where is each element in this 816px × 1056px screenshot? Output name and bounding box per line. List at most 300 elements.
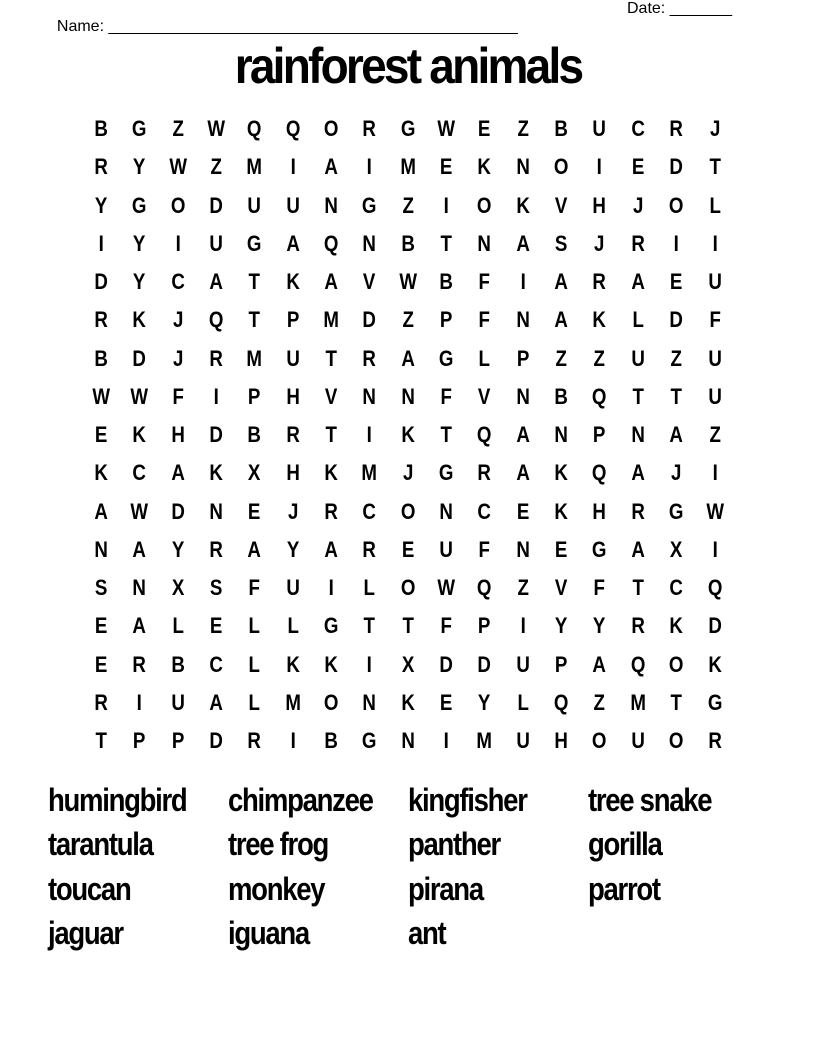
grid-letter: N — [516, 536, 530, 562]
grid-letter: K — [554, 460, 569, 486]
grid-letter: Z — [402, 192, 414, 218]
grid-letter: K — [286, 269, 300, 295]
grid-letter: F — [478, 307, 491, 333]
grid-letter: A — [324, 269, 338, 295]
grid-letter: D — [171, 498, 185, 524]
grid-letter: O — [669, 728, 684, 754]
grid-letter: D — [669, 154, 684, 180]
grid-letter: R — [631, 230, 645, 256]
grid-letter: F — [440, 613, 452, 639]
grid-letter: A — [554, 269, 569, 295]
grid-letter: O — [323, 116, 339, 142]
grid-letter: U — [286, 345, 300, 371]
grid-letter: N — [324, 192, 338, 218]
grid-letter: T — [363, 613, 376, 639]
grid-letter: I — [290, 728, 296, 754]
grid-letter: R — [631, 498, 645, 524]
word-row — [48, 823, 768, 868]
grid-letter: L — [248, 613, 261, 639]
grid-letter: R — [94, 154, 108, 180]
grid-letter: X — [670, 536, 683, 562]
grid-letter: P — [171, 728, 185, 754]
grid-letter: Q — [592, 383, 607, 409]
grid-letter: I — [290, 154, 296, 180]
grid-letter: M — [630, 689, 646, 715]
grid-letter: A — [554, 307, 569, 333]
grid-letter: W — [130, 498, 149, 524]
grid-letter: T — [440, 422, 452, 448]
grid-letter: L — [287, 613, 299, 639]
grid-letter: K — [286, 651, 300, 677]
grid-letter: O — [400, 498, 416, 524]
date-field-label: Date: _______ — [627, 0, 732, 17]
grid-letter: J — [709, 116, 720, 142]
grid-letter: C — [209, 651, 223, 677]
grid-letter: C — [669, 575, 684, 601]
grid-row — [82, 722, 734, 760]
grid-letter: Y — [171, 536, 185, 562]
grid-letter: U — [631, 345, 645, 371]
grid-letter: V — [478, 383, 491, 409]
grid-letter: J — [172, 345, 184, 371]
grid-letter: N — [362, 230, 377, 256]
grid-letter: T — [670, 689, 683, 715]
grid-letter: C — [171, 269, 185, 295]
grid-letter: T — [670, 383, 683, 409]
grid-letter: T — [248, 307, 261, 333]
grid-letter: K — [324, 651, 338, 677]
grid-letter: T — [325, 345, 337, 371]
grid-letter: N — [554, 422, 569, 448]
grid-letter: P — [516, 345, 530, 371]
grid-row — [82, 646, 734, 684]
grid-letter: E — [94, 422, 108, 448]
grid-letter: B — [94, 345, 108, 371]
grid-letter: E — [440, 689, 453, 715]
grid-letter: R — [132, 651, 147, 677]
page-title: rainforest animals — [234, 38, 582, 94]
grid-letter: N — [516, 383, 530, 409]
word-item: tarantula — [48, 826, 153, 863]
word-row — [48, 867, 768, 912]
grid-letter: L — [363, 575, 376, 601]
grid-letter: A — [132, 536, 147, 562]
grid-letter: O — [592, 728, 607, 754]
grid-letter: Q — [592, 460, 607, 486]
grid-letter: B — [554, 116, 569, 142]
grid-letter: K — [592, 307, 607, 333]
grid-letter: Z — [708, 422, 721, 448]
grid-letter: O — [400, 575, 416, 601]
grid-letter: F — [248, 575, 261, 601]
grid-letter: E — [516, 498, 530, 524]
word-item: tree snake — [588, 781, 712, 818]
grid-letter: G — [323, 613, 339, 639]
grid-row — [82, 263, 734, 301]
grid-letter: D — [209, 192, 223, 218]
grid-letter: H — [286, 460, 300, 486]
grid-letter: A — [247, 536, 262, 562]
grid-letter: Z — [555, 345, 568, 371]
grid-letter: U — [707, 345, 722, 371]
grid-letter: F — [478, 269, 491, 295]
grid-letter: N — [132, 575, 147, 601]
grid-letter: I — [366, 651, 373, 677]
grid-letter: R — [362, 345, 377, 371]
grid-letter: D — [707, 613, 722, 639]
grid-letter: H — [592, 192, 607, 218]
grid-letter: S — [94, 575, 108, 601]
grid-letter: C — [132, 460, 147, 486]
grid-letter: Z — [517, 116, 529, 142]
grid-letter: Y — [478, 689, 491, 715]
grid-letter: N — [401, 383, 415, 409]
grid-letter: N — [631, 422, 645, 448]
grid-letter: K — [707, 651, 722, 677]
grid-letter: U — [171, 689, 185, 715]
grid-row — [82, 110, 734, 148]
word-row — [48, 912, 768, 957]
grid-letter: D — [362, 307, 377, 333]
grid-letter: Q — [477, 575, 492, 601]
grid-letter: U — [707, 269, 722, 295]
grid-letter: I — [712, 536, 718, 562]
grid-letter: R — [362, 536, 377, 562]
grid-letter: Z — [670, 345, 683, 371]
grid-letter: E — [670, 269, 683, 295]
grid-letter: I — [443, 728, 449, 754]
grid-letter: Z — [402, 307, 414, 333]
grid-letter: I — [443, 192, 449, 218]
grid-letter: D — [439, 651, 454, 677]
grid-letter: Y — [593, 613, 606, 639]
grid-letter: W — [437, 116, 456, 142]
grid-letter: E — [631, 154, 645, 180]
grid-letter: K — [477, 154, 492, 180]
grid-row — [82, 187, 734, 225]
word-item: panther — [408, 826, 500, 863]
grid-letter: G — [132, 192, 147, 218]
grid-letter: J — [402, 460, 414, 486]
grid-letter: W — [92, 383, 110, 409]
grid-letter: T — [440, 230, 452, 256]
grid-letter: Q — [247, 116, 262, 142]
grid-letter: A — [94, 498, 108, 524]
word-item: iguana — [228, 915, 309, 952]
grid-letter: I — [136, 689, 143, 715]
grid-letter: R — [324, 498, 338, 524]
grid-letter: B — [247, 422, 262, 448]
grid-letter: W — [207, 116, 226, 142]
grid-letter: Y — [286, 536, 300, 562]
grid-letter: M — [246, 154, 263, 180]
grid-row — [82, 684, 734, 722]
grid-letter: Q — [208, 307, 224, 333]
grid-letter: V — [555, 575, 568, 601]
header — [48, 0, 748, 35]
grid-letter: I — [328, 575, 334, 601]
grid-letter: V — [555, 192, 568, 218]
grid-letter: N — [477, 230, 492, 256]
grid-letter: I — [175, 230, 181, 256]
grid-letter: U — [631, 728, 645, 754]
grid-letter: U — [516, 651, 530, 677]
grid-letter: A — [631, 460, 645, 486]
grid-letter: Y — [133, 269, 146, 295]
letter-grid — [82, 110, 734, 760]
grid-letter: O — [477, 192, 492, 218]
grid-letter: L — [708, 192, 721, 218]
grid-letter: C — [631, 116, 645, 142]
grid-letter: K — [209, 460, 223, 486]
grid-letter: P — [248, 383, 261, 409]
grid-letter: S — [209, 575, 223, 601]
word-item: kingfisher — [408, 781, 527, 818]
name-field-label: Name: ______________________________________________ — [56, 18, 518, 35]
grid-letter: D — [669, 307, 684, 333]
grid-letter: O — [554, 154, 569, 180]
grid-letter: B — [324, 728, 338, 754]
grid-letter: K — [132, 422, 147, 448]
word-item: gorilla — [588, 826, 662, 863]
grid-letter: E — [555, 536, 568, 562]
grid-letter: K — [669, 613, 684, 639]
grid-letter: P — [555, 651, 568, 677]
grid-letter: Q — [323, 230, 339, 256]
grid-letter: A — [516, 230, 530, 256]
grid-row — [82, 531, 734, 569]
grid-letter: W — [705, 498, 724, 524]
grid-letter: A — [401, 345, 415, 371]
grid-letter: P — [286, 307, 300, 333]
grid-letter: Z — [593, 689, 606, 715]
grid-letter: U — [209, 230, 223, 256]
grid-letter: M — [361, 460, 378, 486]
grid-letter: H — [592, 498, 607, 524]
grid-letter: I — [520, 269, 526, 295]
grid-letter: P — [478, 613, 491, 639]
grid-letter: G — [362, 192, 377, 218]
grid-letter: R — [247, 728, 262, 754]
grid-letter: E — [209, 613, 223, 639]
grid-letter: D — [209, 422, 223, 448]
grid-letter: R — [631, 613, 645, 639]
grid-letter: I — [712, 460, 718, 486]
grid-letter: D — [477, 651, 492, 677]
grid-letter: B — [401, 230, 415, 256]
grid-letter: I — [366, 154, 373, 180]
grid-letter: R — [707, 728, 722, 754]
grid-row — [82, 569, 734, 607]
grid-letter: Z — [593, 345, 606, 371]
grid-letter: K — [401, 422, 415, 448]
grid-letter: Q — [477, 422, 492, 448]
grid-letter: L — [248, 689, 261, 715]
grid-letter: K — [554, 498, 569, 524]
word-item: pirana — [408, 870, 483, 907]
grid-row — [82, 378, 734, 416]
grid-letter: R — [477, 460, 492, 486]
word-item: jaguar — [48, 915, 123, 952]
grid-letter: H — [286, 383, 300, 409]
grid-letter: A — [132, 613, 147, 639]
grid-letter: X — [248, 460, 261, 486]
word-item: parrot — [588, 870, 660, 907]
grid-letter: A — [286, 230, 300, 256]
grid-letter: L — [478, 345, 491, 371]
grid-letter: N — [516, 307, 530, 333]
grid-letter: Z — [517, 575, 529, 601]
grid-row — [82, 148, 734, 186]
grid-letter: T — [248, 269, 261, 295]
grid-letter: W — [437, 575, 456, 601]
grid-letter: J — [287, 498, 299, 524]
grid-letter: M — [476, 728, 493, 754]
grid-letter: I — [712, 230, 718, 256]
grid-letter: N — [362, 689, 377, 715]
grid-letter: L — [517, 689, 529, 715]
grid-letter: A — [324, 154, 338, 180]
grid-letter: E — [401, 536, 415, 562]
grid-letter: W — [399, 269, 417, 295]
grid-letter: E — [94, 613, 108, 639]
word-item: toucan — [48, 870, 131, 907]
grid-letter: H — [171, 422, 185, 448]
grid-letter: T — [632, 575, 644, 601]
grid-letter: D — [132, 345, 147, 371]
grid-letter: E — [478, 116, 491, 142]
grid-letter: Q — [630, 651, 646, 677]
grid-letter: Q — [707, 575, 722, 601]
grid-letter: A — [631, 269, 645, 295]
grid-row — [82, 493, 734, 531]
grid-letter: R — [669, 116, 684, 142]
grid-row — [82, 340, 734, 378]
grid-letter: T — [325, 422, 337, 448]
grid-letter: G — [400, 116, 416, 142]
grid-letter: R — [94, 307, 108, 333]
grid-letter: U — [286, 575, 300, 601]
grid-letter: W — [169, 154, 187, 180]
grid-letter: K — [94, 460, 108, 486]
grid-letter: R — [362, 116, 377, 142]
grid-letter: B — [171, 651, 185, 677]
grid-letter: F — [708, 307, 721, 333]
grid-letter: T — [708, 154, 721, 180]
grid-letter: U — [439, 536, 454, 562]
grid-letter: K — [324, 460, 338, 486]
grid-letter: D — [209, 728, 223, 754]
grid-letter: D — [94, 269, 108, 295]
grid-letter: T — [95, 728, 107, 754]
word-list — [48, 778, 768, 956]
word-item: humingbird — [48, 781, 187, 818]
grid-letter: C — [477, 498, 492, 524]
grid-row — [82, 416, 734, 454]
grid-letter: G — [707, 689, 722, 715]
grid-letter: A — [631, 536, 645, 562]
grid-letter: U — [516, 728, 530, 754]
grid-letter: T — [632, 383, 644, 409]
grid-letter: G — [362, 728, 377, 754]
grid-letter: X — [171, 575, 185, 601]
grid-letter: K — [516, 192, 530, 218]
grid-letter: B — [554, 383, 569, 409]
grid-letter: J — [172, 307, 184, 333]
grid-letter: I — [98, 230, 104, 256]
grid-letter: F — [478, 536, 491, 562]
grid-letter: G — [592, 536, 607, 562]
grid-row — [82, 301, 734, 339]
grid-letter: P — [593, 422, 606, 448]
grid-letter: P — [133, 728, 146, 754]
grid-letter: L — [248, 651, 261, 677]
grid-row — [82, 225, 734, 263]
grid-letter: Z — [172, 116, 184, 142]
grid-letter: Y — [133, 154, 146, 180]
grid-letter: P — [440, 307, 453, 333]
grid-letter: W — [130, 383, 149, 409]
grid-letter: Q — [554, 689, 569, 715]
grid-letter: G — [438, 345, 454, 371]
grid-letter: A — [592, 651, 607, 677]
grid-letter: N — [362, 383, 377, 409]
grid-letter: B — [439, 269, 454, 295]
grid-letter: O — [669, 192, 684, 218]
grid-letter: N — [94, 536, 108, 562]
grid-letter: R — [286, 422, 300, 448]
grid-letter: N — [516, 154, 530, 180]
grid-letter: R — [94, 689, 108, 715]
grid-letter: E — [440, 154, 453, 180]
grid-letter: F — [172, 383, 184, 409]
grid-letter: A — [516, 460, 530, 486]
grid-letter: R — [209, 536, 223, 562]
grid-letter: I — [366, 422, 373, 448]
grid-letter: A — [516, 422, 530, 448]
word-item: tree frog — [228, 826, 329, 863]
grid-letter: I — [597, 154, 603, 180]
grid-letter: M — [323, 307, 340, 333]
grid-letter: I — [213, 383, 219, 409]
grid-letter: Y — [94, 192, 108, 218]
grid-letter: I — [673, 230, 679, 256]
grid-letter: G — [438, 460, 454, 486]
grid-letter: A — [324, 536, 338, 562]
grid-letter: E — [248, 498, 261, 524]
grid-letter: R — [592, 269, 607, 295]
word-item: monkey — [228, 870, 325, 907]
grid-letter: A — [209, 269, 223, 295]
grid-row — [82, 454, 734, 492]
grid-letter: M — [246, 345, 263, 371]
grid-letter: L — [632, 307, 644, 333]
grid-letter: V — [324, 383, 338, 409]
grid-letter: T — [402, 613, 414, 639]
grid-letter: J — [671, 460, 682, 486]
grid-letter: Z — [210, 154, 222, 180]
word-row — [48, 778, 768, 823]
grid-letter: S — [555, 230, 568, 256]
grid-letter: G — [132, 116, 147, 142]
grid-letter: J — [594, 230, 605, 256]
grid-letter: F — [593, 575, 606, 601]
grid-letter: M — [285, 689, 301, 715]
grid-letter: N — [401, 728, 415, 754]
grid-letter: V — [363, 269, 376, 295]
grid-letter: I — [520, 613, 526, 639]
grid-letter: K — [132, 307, 147, 333]
